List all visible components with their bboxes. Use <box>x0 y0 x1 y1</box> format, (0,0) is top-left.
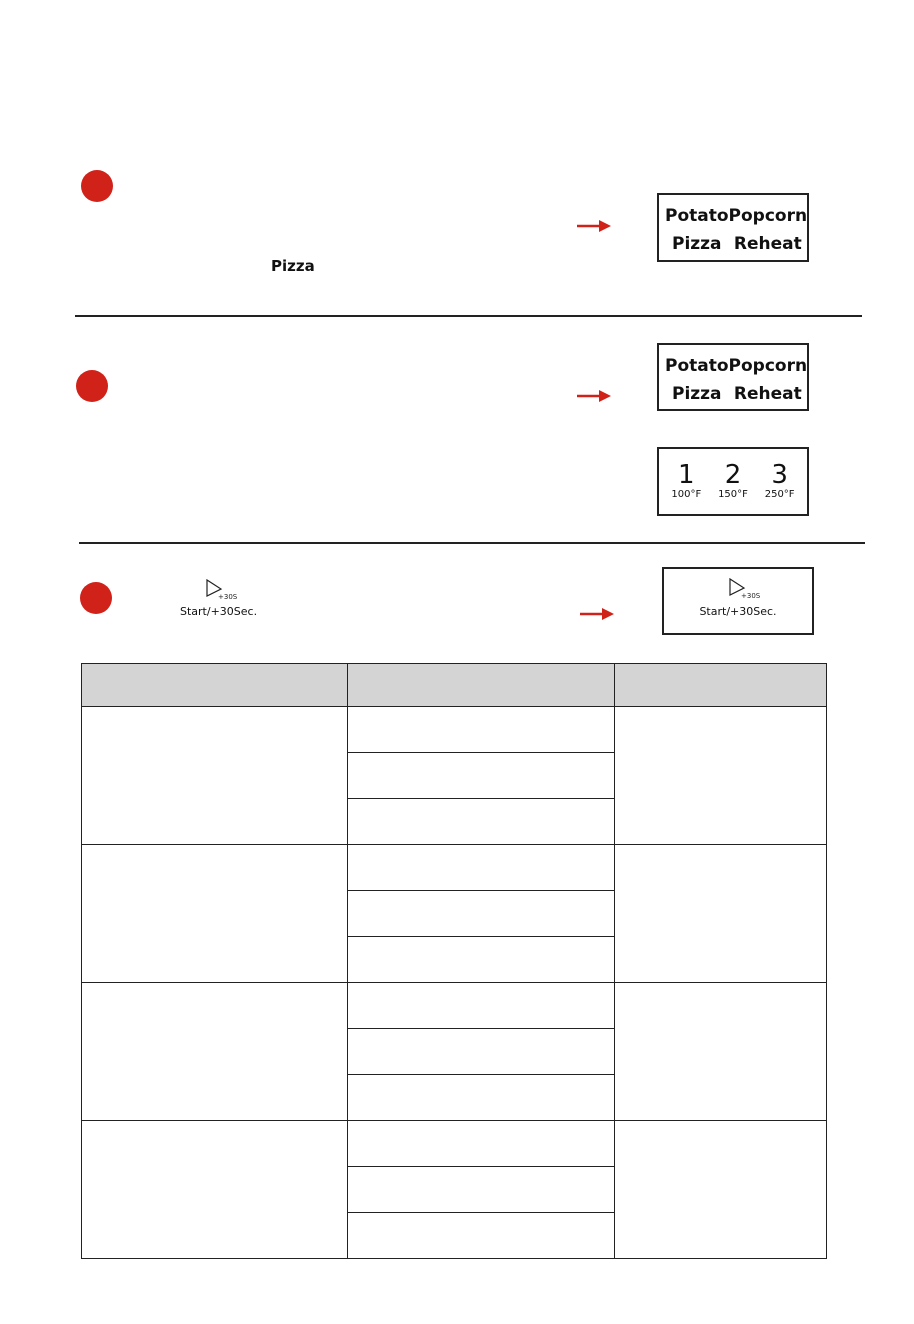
popcorn-label: Popcorn <box>728 206 808 226</box>
start-play-icon <box>205 578 238 601</box>
temperature-display <box>657 447 809 516</box>
table-row <box>82 983 827 1029</box>
arrow-icon <box>577 389 611 403</box>
amount-cell <box>348 753 615 799</box>
amount-cell <box>348 891 615 937</box>
amount-cell <box>348 1121 615 1167</box>
temp-value: 250°F <box>764 489 795 500</box>
temp-option <box>718 460 748 503</box>
temp-option <box>764 460 795 503</box>
temp-number: 2 <box>724 460 742 490</box>
temp-value: 100°F <box>671 489 702 500</box>
table-row <box>82 707 827 753</box>
pizza-label: Pizza <box>671 234 722 254</box>
food-cell <box>82 707 348 845</box>
table-row <box>82 1121 827 1167</box>
step-2-marker <box>76 370 108 402</box>
amount-cell <box>348 1213 615 1259</box>
table-header-row <box>82 664 827 707</box>
table-header-cell <box>615 664 827 707</box>
amount-cell <box>348 799 615 845</box>
step-3-marker <box>80 582 112 614</box>
note-cell <box>615 707 827 845</box>
amount-cell <box>348 1029 615 1075</box>
food-cell <box>82 983 348 1121</box>
potato-label: Potato <box>665 206 729 226</box>
section-divider <box>75 315 862 317</box>
section-divider <box>79 542 865 544</box>
start-icon-badge: +30S <box>218 593 238 601</box>
cook-menu-display <box>657 193 809 262</box>
amount-cell <box>348 1075 615 1121</box>
note-cell <box>615 983 827 1121</box>
temp-number: 3 <box>771 460 788 490</box>
step-1-marker <box>81 170 113 202</box>
temp-value: 150°F <box>718 489 748 500</box>
reheat-label: Reheat <box>733 384 802 404</box>
table-header-cell <box>82 664 348 707</box>
start-play-icon <box>728 577 761 600</box>
table-header-cell <box>348 664 615 707</box>
arrow-icon <box>577 219 611 233</box>
popcorn-label: Popcorn <box>728 356 808 376</box>
start-button-label: Start/+30Sec. <box>180 605 258 618</box>
table-row <box>82 845 827 891</box>
arrow-icon <box>580 607 614 621</box>
amount-cell <box>348 1167 615 1213</box>
food-cell <box>82 1121 348 1259</box>
pizza-button-label: Pizza <box>271 257 315 275</box>
temp-number: 1 <box>678 460 695 490</box>
start-panel-label: Start/+30Sec. <box>699 605 777 618</box>
amount-cell <box>348 983 615 1029</box>
temp-option <box>671 460 702 503</box>
note-cell <box>615 845 827 983</box>
cook-menu-display <box>657 343 809 411</box>
reheat-label: Reheat <box>733 234 802 254</box>
note-cell <box>615 1121 827 1259</box>
amount-cell <box>348 845 615 891</box>
pizza-label: Pizza <box>671 384 722 404</box>
cooking-table <box>81 663 827 1259</box>
start-button-display <box>662 567 814 635</box>
food-cell <box>82 845 348 983</box>
amount-cell <box>348 707 615 753</box>
amount-cell <box>348 937 615 983</box>
start-icon-badge: +30S <box>741 592 761 600</box>
potato-label: Potato <box>665 356 729 376</box>
